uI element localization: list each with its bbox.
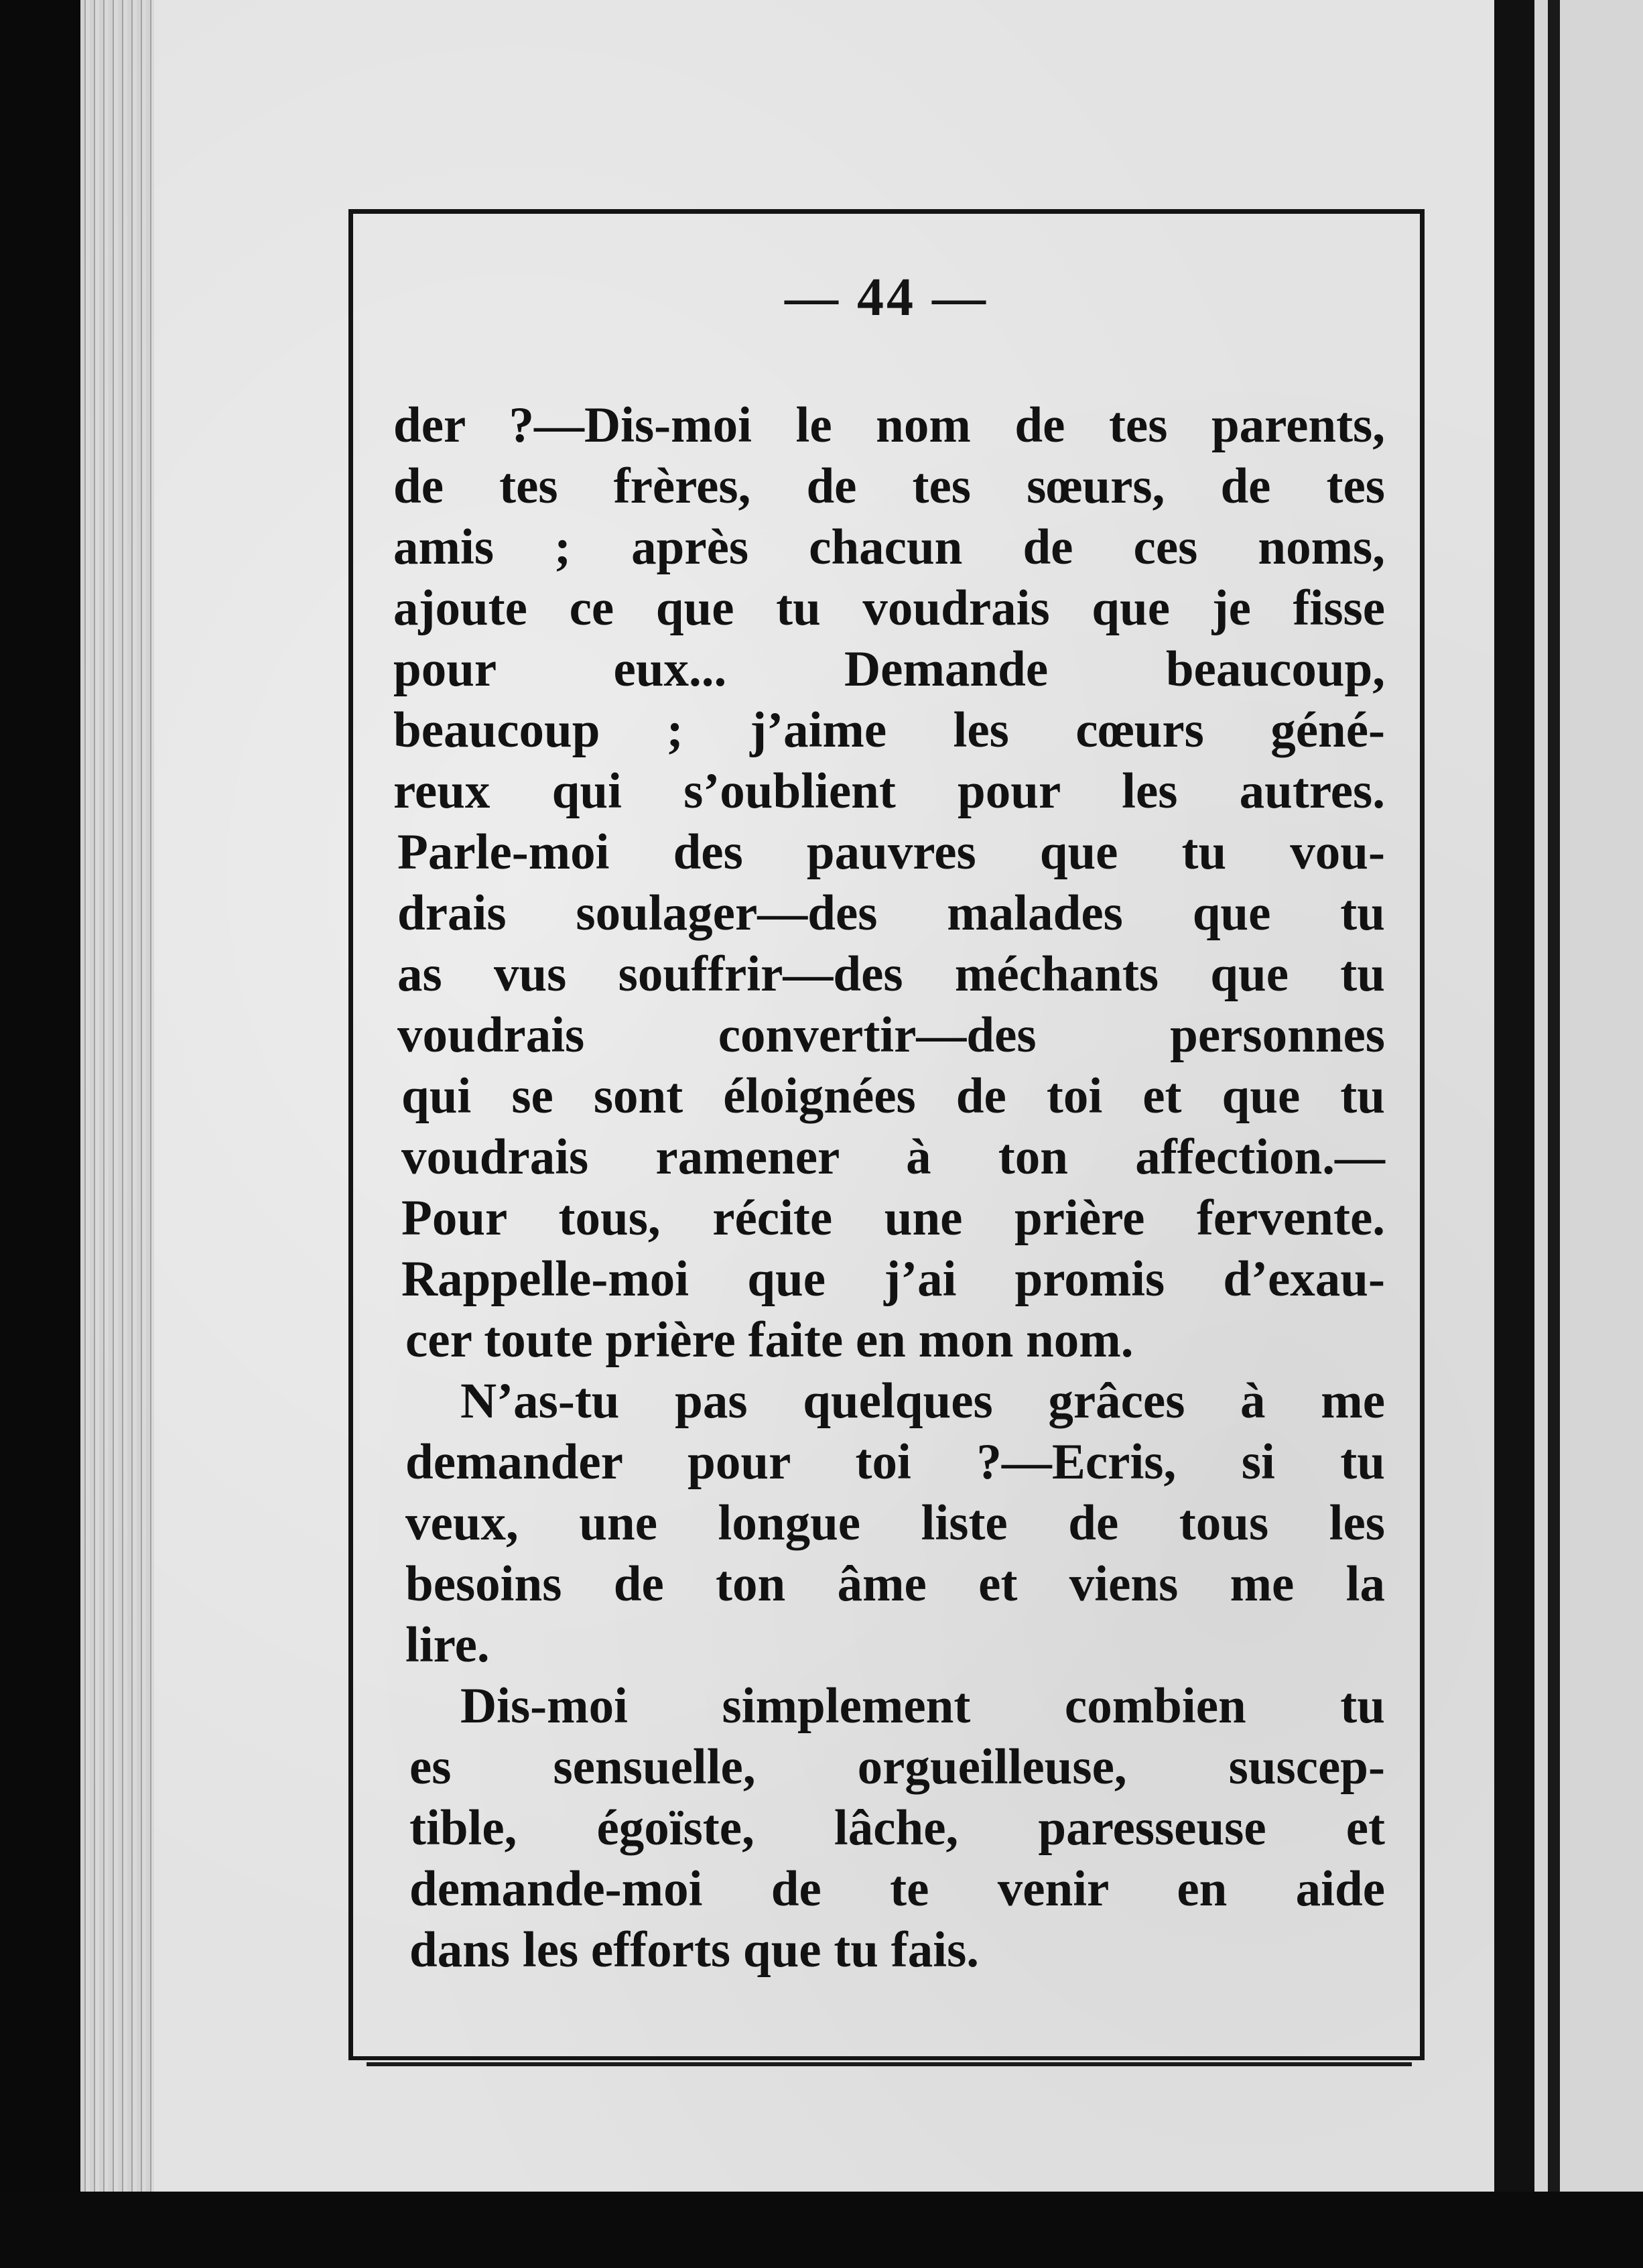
text-line: Parle-moi des pauvres que tu vou- — [397, 824, 1385, 880]
text-line: tible, égoïste, lâche, paresseuse et — [409, 1800, 1385, 1856]
text-line: besoins de ton âme et viens me la — [405, 1556, 1385, 1612]
text-line: qui se sont éloignées de toi et que tu — [401, 1068, 1385, 1124]
text-line: de tes frères, de tes sœurs, de tes — [393, 458, 1385, 514]
text-line: drais soulager—des malades que tu — [397, 885, 1385, 941]
text-line: voudrais ramener à ton affection.— — [401, 1129, 1385, 1185]
text-line: lire. — [405, 1617, 490, 1673]
text-line: beaucoup ; j’aime les cœurs géné- — [393, 702, 1385, 758]
adjacent-page-edge — [1548, 0, 1560, 2268]
adjacent-page — [1534, 0, 1643, 2268]
page-edges — [80, 0, 154, 2192]
page-number: — 44 — — [785, 268, 988, 327]
text-line: pour eux... Demande beaucoup, — [393, 641, 1385, 697]
scan-border-bottom — [0, 2192, 1643, 2268]
text-line: veux, une longue liste de tous les — [405, 1495, 1385, 1551]
text-line: der ?—Dis-moi le nom de tes parents, — [393, 397, 1385, 453]
scan-border-left — [0, 0, 80, 2268]
text-body — [393, 395, 1385, 1980]
text-line: N’as-tu pas quelques grâces à me — [460, 1373, 1385, 1429]
text-line: amis ; après chacun de ces noms, — [393, 519, 1385, 575]
text-line: es sensuelle, orgueilleuse, suscep- — [409, 1739, 1385, 1795]
text-frame — [348, 209, 1425, 2060]
text-line: dans les efforts que tu fais. — [409, 1922, 980, 1978]
text-line: ajoute ce que tu voudrais que je fisse — [393, 580, 1385, 636]
text-line: as vus souffrir—des méchants que tu — [397, 946, 1385, 1002]
book-gutter — [1494, 0, 1534, 2268]
text-line: voudrais convertir—des personnes — [397, 1007, 1385, 1063]
text-line: cer toute prière faite en mon nom. — [405, 1312, 1134, 1368]
text-line: reux qui s’oublient pour les autres. — [393, 763, 1385, 819]
text-line: Pour tous, récite une prière fervente. — [401, 1190, 1385, 1246]
text-line: Dis-moi simplement combien tu — [460, 1678, 1385, 1734]
text-line: demander pour toi ?—Ecris, si tu — [405, 1434, 1385, 1490]
text-line: demande-moi de te venir en aide — [409, 1861, 1385, 1917]
text-line: Rappelle-moi que j’ai promis d’exau- — [401, 1251, 1385, 1307]
